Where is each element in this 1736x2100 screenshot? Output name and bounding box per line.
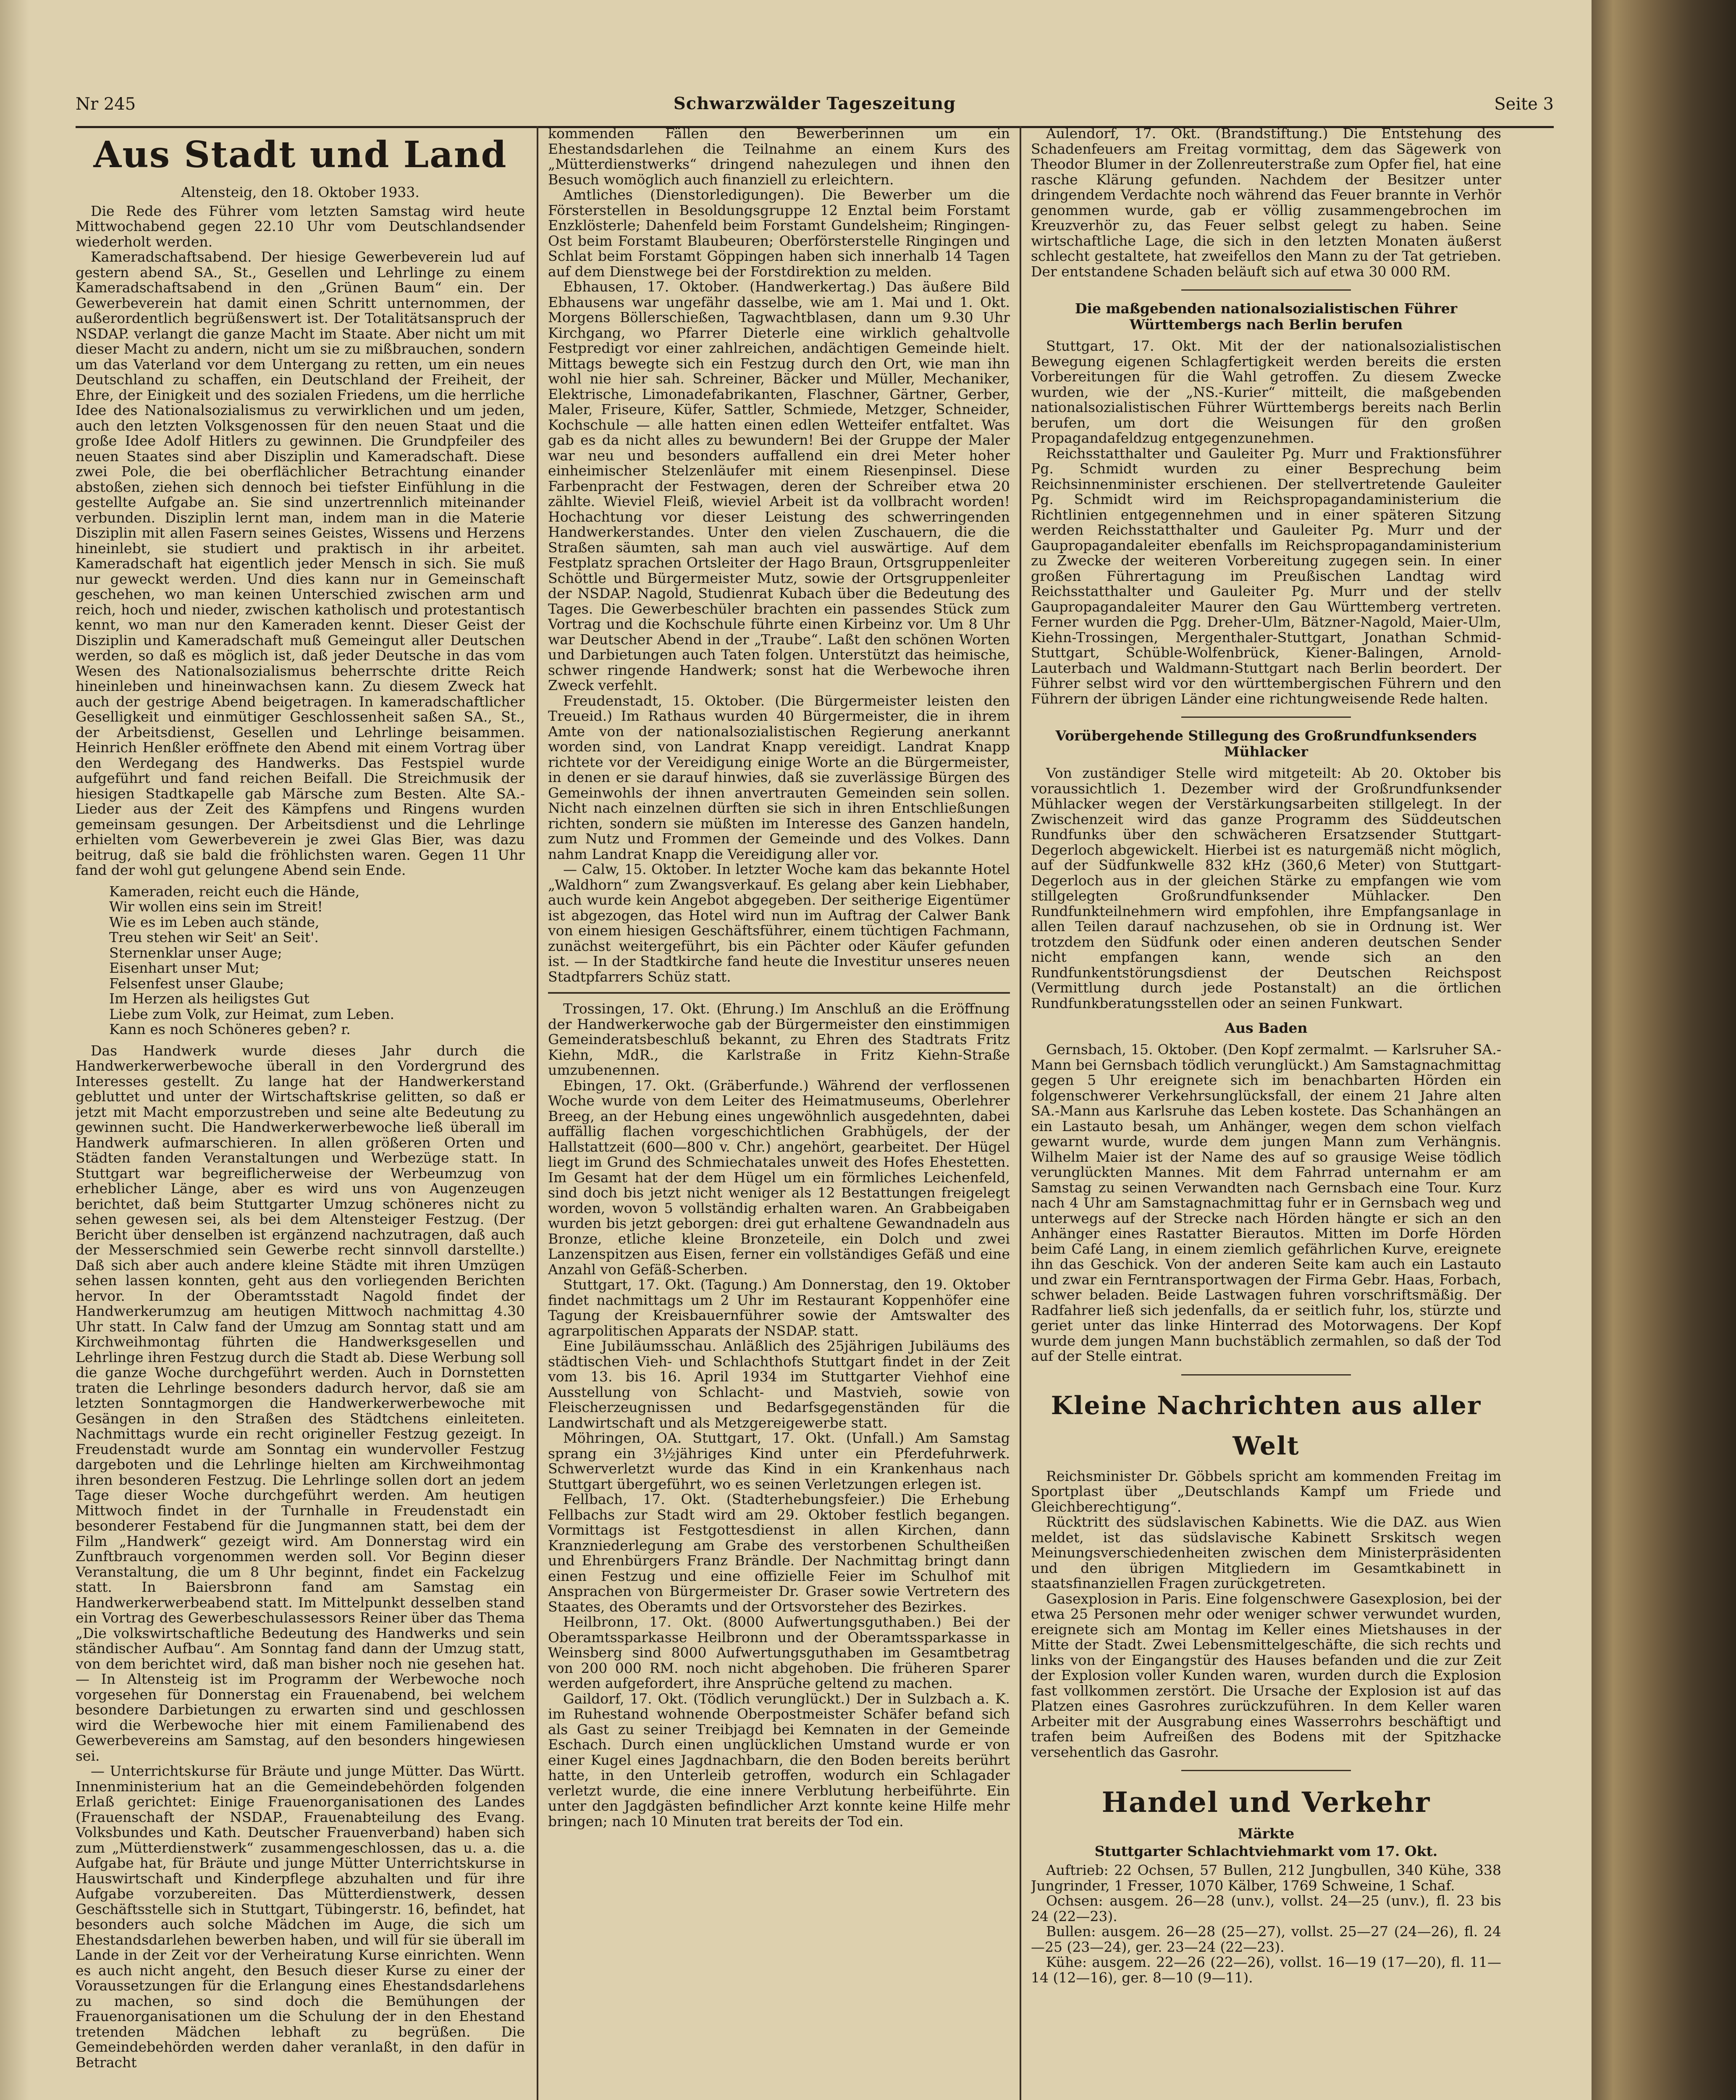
article-paragraph: Von zuständiger Stelle wird mitgeteilt: Ab 20. Oktober bis voraussichtlich 1. Dezember wird der Großrundfunksender Mühlacker wegen der Verstärkungsarbeiten stillgelegt. In der Zwischenzeit wird das ganze Programm des Süddeutschen Rundfunks über den schwächeren Ersatzsender Stuttgart-Degerloch abgewickelt. Hierbei ist es naturgemäß nicht möglich, auf der Südfunkwelle 832 kHz (360,6 Meter) von Stuttgart-Degerloch aus in der gleichen Stärke zu empfangen wie vom stillgelegten Großrundfunksender Mühlacker. Den Rundfunkteilnehmern wird empfohlen, ihre Empfangsanlage in allen Teilen darauf nachzusehen, ob sie in Ordnung ist. Wer trotzdem den Südfunk oder einen anderen deutschen Sender nicht empfangen kann, wende sich an den Rundfunkentstörungsdienst der Deutschen Reichspost (Vermittlung durch jede Postanstalt) an die örtlichen Rundfunkberatungsstellen oder an seinen Funkwart. (1031, 765, 1501, 1011)
article-paragraph: — Calw, 15. Oktober. In letzter Woche kam das bekannte Hotel „Waldhorn“ zum Zwangsverkauf. Es gelang aber kein Liebhaber, auch wurde kein Angebot abgegeben. Der seitherige Eigentümer ist abgezogen, das Hotel wird nun im Auftrag der Calwer Bank von einem hiesigen Geschäftsführer, einem tüchtigen Fachmann, zunächst weitergeführt, bis ein Pächter oder Käufer gefunden ist. — In der Stadtkirche fand heute die Investitur unseres neuen Stadtpfarrers Schüz statt. (548, 861, 1010, 985)
poem-line: Liebe zum Volk, zur Heimat, zum Leben. (109, 1005, 394, 1022)
divider-rule (1181, 289, 1351, 291)
section-title-handel-verkehr: Handel und Verkehr (1101, 1786, 1431, 1819)
column-1 (76, 126, 525, 2100)
article-paragraph: Gasexplosion in Paris. Eine folgenschwere Gasexplosion, bei der etwa 25 Personen mehr oder weniger schwer verwundet wurden, ereignete sich am Montag im Keller eines Mietshauses in der Mitte der Stadt. Zwei Lebensmittelgeschäfte, die sich rechts und links von der Eingangstür des Hauses befanden und die zur Zeit der Explosion voller Kunden waren, wurden durch die Explosion fast vollkommen zerstört. Die Ursache der Explosion ist auf das Platzen eines Gasrohres zurückzuführen. In dem Keller waren Arbeiter mit der Ausgrabung eines Wasserrohrs beschäftigt und trafen beim Aufreißen des Bodens mit der Spitzhacke versehentlich das Gasrohr. (1031, 1590, 1501, 1760)
book-edge (1592, 0, 1736, 2100)
column-divider (537, 126, 538, 2100)
page-fold-shadow (0, 0, 29, 2100)
issue-number: Nr 245 (76, 94, 136, 114)
poem-line: Eisenhart unser Mut; (109, 960, 260, 976)
article-paragraph: Reichsminister Dr. Göbbels spricht am kommenden Freitag im Sportplast über „Deutschlands Kampf um Friede und Gleichberechtigung“. (1031, 1467, 1501, 1515)
article-headline: Die maßgebenden nationalsozialistischen Führer Württembergs nach Berlin berufen (1075, 300, 1458, 333)
column-3 (1031, 126, 1501, 2100)
market-report: Ochsen: ausgem. 26—28 (unv.), vollst. 24—25 (unv.), fl. 23 bis 24 (22—23). (1031, 1893, 1501, 1924)
page-header (76, 86, 1554, 120)
article-paragraph: Stuttgart, 17. Okt. Mit der der nationalsozialistischen Bewegung eigenen Schlagfertigkeit werden bereits die ersten Vorbereitungen für die Wahl getroffen. Zu diesem Zwecke wurden, wie der „NS.-Kurier“ mitteilt, die maßgebenden nationalsozialistischen Führer Württembergs bereits nach Berlin berufen, um dort die Weisungen für den großen Propagandafeldzug entgegenzunehmen. (1031, 338, 1501, 446)
divider-rule (1181, 1770, 1351, 1771)
column-divider (1020, 126, 1021, 2100)
poem-line: Felsenfest unser Glaube; (109, 975, 284, 992)
poem-line: Wie es im Leben auch stände, (109, 914, 320, 930)
article-paragraph: Aulendorf, 17. Okt. (Brandstiftung.) Die Entstehung des Schadenfeuers am Freitag vormittag, dem das Sägewerk von Theodor Blumer in der Zollenreuterstraße zum Opfer fiel, hat eine rasche Klärung gefunden. Nachdem der Besitzer unter dringendem Verdachte noch während das Feuer brannte in Verhör genommen wurde, gab er völlig zusammengebrochen im Kreuzverhör zu, das Feuer selbst gelegt zu haben. Seine wirtschaftliche Lage, die sich in den letzten Monaten äußerst schlecht gestaltete, hat zweifellos den Mann zu der Tat getrieben. Der entstandene Schaden beläuft sich auf etwa 30 000 RM. (1031, 126, 1501, 280)
article-paragraph: kommenden Fällen den Bewerberinnen um ein Ehestandsdarlehen die Teilnahme an einem Kurs des „Mütterdienstwerks“ dringend nahezulegen und ihnen den Besuch womöglich auch finanziell zu erleichtern. (548, 126, 1010, 188)
article-headline: Vorübergehende Stillegung des Großrundfunksenders Mühlacker (1055, 727, 1477, 760)
article-paragraph: Möhringen, OA. Stuttgart, 17. Okt. (Unfall.) Am Samstag sprang ein 3½jähriges Kind unter ein Pferdefuhrwerk. Schwerverletzt wurde das Kind in ein Krankenhaus nach Stuttgart übergeführt, wo es seinen Verletzungen erlegen ist. (548, 1430, 1010, 1492)
article-paragraph: Gaildorf, 17. Okt. (Tödlich verunglückt.) Der in Sulzbach a. K. im Ruhestand wohnende Oberpostmeister Schäfer befand sich als Gast zu seiner Treibjagd bei Kemnaten in der Gemeinde Eschach. Durch einen unglücklichen Umstand wurde er von einer Kugel eines Jagdnachbarn, die den Boden bereits berührt hatte, in den Unterleib getroffen, wodurch ein Schlagader verletzt wurde, die eine innere Verblutung herbeiführte. Ein unter den Jagdgästen befindlicher Arzt konnte keine Hilfe mehr bringen; nach 10 Minuten trat bereits der Tod ein. (548, 1690, 1010, 1830)
article-paragraph: Eine Jubiläumsschau. Anläßlich des 25jährigen Jubiläums des städtischen Vieh- und Schlachthofs Stuttgart findet in der Zeit vom 13. bis 16. April 1934 im Stuttgarter Viehhof eine Ausstellung von Schlacht- und Mastvieh, sowie von Fleischerzeugnissen und Bedarfsgegenständen für die Landwirtschaft und als Metzgereigewerbe statt. (548, 1338, 1010, 1431)
poem-line: Im Herzen als heiligstes Gut (109, 990, 309, 1007)
article-paragraph: Reichsstatthalter und Gauleiter Pg. Murr und Fraktionsführer Pg. Schmidt wurden zu einer Besprechung beim Reichsinnenminister erschienen. Der stellvertretende Gauleiter Pg. Schmidt wird im Reichspropagandaministerium die Richtlinien entgegennehmen und in einer späteren Sitzung werden Reichsstatthalter und Gauleiter Pg. Murr und der Gaupropagandaleiter ebenfalls im Reichspropagandaministerium zu Zwecke der weiteren Vorbereitung zugegen sein. In einer großen Führertagung im Preußischen Landtag wird Reichsstatthalter und Gauleiter Pg. Murr und der stellv Gaupropagandaleiter Maurer den Gau Württemberg vertreten. Ferner wurden die Pgg. Dreher-Ulm, Bätzner-Nagold, Maier-Ulm, Kiehn-Trossingen, Mergenthaler-Stuttgart, Jonathan Schmid-Stuttgart, Schüble-Wolfenbrück, Kiener-Balingen, Arnold-Lauterbach und Waldmann-Stuttgart nach Berlin beordert. Der Führer selbst wird vor den württembergischen Führern und den Führern der übrigen Länder eine richtungweisende Rede halten. (1031, 445, 1501, 707)
article-paragraph: Freudenstadt, 15. Oktober. (Die Bürgermeister leisten den Treueid.) Im Rathaus wurden 40 Bürgermeister, die in ihrem Amte von der nationalsozialistischen Regierung anerkannt worden sind, von Landrat Knapp vereidigt. Landrat Knapp richtete vor der Vereidigung einige Worte an die Bürgermeister, in denen er sie darauf hinwies, daß sie zuverlässige Bürgen des Gemeinwohls der ihnen anvertrauten Gemeinden sein sollen. Nicht nach einzelnen dürften sie sich in ihren Entschließungen richten, sondern sie müßten im Interesse des Ganzen handeln, zum Nutz und Frommen der Gemeinde und des Volkes. Dann nahm Landrat Knapp die Vereidigung aller vor. (548, 692, 1010, 862)
article-paragraph: Amtliches (Dienstorledigungen). Die Bewerber um die Försterstellen in Besoldungsgruppe 12 Enztal beim Forstamt Enzklösterle; Dahenfeld beim Forstamt Gundelsheim; Ringingen-Ost beim Forstamt Blaubeuren; Oberförsterstelle Ringingen und Schlat beim Forstamt Göppingen haben sich innerhalb 14 Tagen auf dem Dienstwege bei der Forstdirektion zu melden. (548, 186, 1010, 280)
article-paragraph: Heilbronn, 17. Okt. (8000 Aufwertungsguthaben.) Bei der Oberamtssparkasse Heilbronn und der Oberamtssparkasse in Weinsberg sind 8000 Aufwertungsguthaben im Gesamtbetrag von 200 000 RM. noch nicht abgehoben. Die früheren Sparer werden aufgefordert, ihre Ansprüche geltend zu machen. (548, 1614, 1010, 1691)
dateline: Altensteig, den 18. Oktober 1933. (181, 184, 420, 200)
article-paragraph: Stuttgart, 17. Okt. (Tagung.) Am Donnerstag, den 19. Oktober findet nachmittags um 2 Uhr im Restaurant Koppenhöfer eine Tagung der Kreisbauernführer sowie der Amtswalter des agrarpolitischen Apparats der NSDAP. statt. (548, 1276, 1010, 1339)
markets-subheading: Stuttgarter Schlachtviehmarkt vom 17. Okt. (1094, 1843, 1438, 1859)
article-paragraph: Die Rede des Führer vom letzten Samstag wird heute Mittwochabend gegen 22.10 Uhr vom Deutschlandsender wiederholt werden. (76, 202, 525, 250)
market-report: Bullen: ausgem. 26—28 (25—27), vollst. 25—27 (24—26), fl. 24—25 (23—24), ger. 23—24 (22—23). (1031, 1923, 1501, 1955)
column-2 (548, 126, 1010, 2100)
section-title-kleine-nachrichten: Kleine Nachrichten aus aller Welt (1051, 1391, 1482, 1461)
article-paragraph: Ebhausen, 17. Oktober. (Handwerkertag.) Das äußere Bild Ebhausens war ungefähr dasselbe, wie am 1. Mai und 1. Okt. Morgens Böllerschießen, Tagwachtblasen, dann um 9.30 Uhr Kirchgang, wo Pfarrer Dieterle eine wirklich gehaltvolle Festpredigt vor einer zahlreichen, andächtigen Gemeinde hielt. Mittags bewegte sich ein Festzug durch den Ort, wie man ihn wohl nie hier sah. Schreiner, Bäcker und Müller, Mechaniker, Elektrische, Limonadefabrikanten, Flaschner, Gärtner, Gerber, Maler, Friseure, Küfer, Sattler, Schmiede, Metzger, Schneider, Kochschule — alle hatten einen edlen Wetteifer entfaltet. Was gab es da nicht alles zu bewundern! Bei der Gruppe der Maler war neu und besonders auffallend ein drei Meter hoher einheimischer Stelzenläufer mit einem Riesenpinsel. Diese Farbenpracht der Festwagen, deren der Schreiber etwa 20 zählte. Wieviel Fleiß, wieviel Arbeit ist da vollbracht worden! Hochachtung vor dieser Leistung des schwerringenden Handwerkerstandes. Unter den vielen Zuschauern, die die Straßen säumten, sah man auch viel auswärtige. Auf dem Festplatz sprachen Ortsleiter der Hago Braun, Ortsgruppenleiter Schöttle und Bürgermeister Mutz, sowie der Ortsgruppenleiter der NSDAP. Nagold, Studienrat Kubach über die Bedeutung des Tages. Die Gewerbeschüler brachten ein passendes Stück zum Vortrag und die Kochschule führte einen Kirbeinz vor. Um 8 Uhr war Deutscher Abend in der „Traube“. Laßt den schönen Worten und Darbietungen auch Taten folgen. Unterstützt das heimische, schwer ringende Handwerk; sonst hat die Werbewoche ihren Zweck verfehlt. (548, 278, 1010, 693)
article-paragraph: Fellbach, 17. Okt. (Stadterhebungsfeier.) Die Erhebung Fellbachs zur Stadt wird am 29. Oktober festlich begangen. Vormittags ist Festgottesdienst in allen Kirchen, dann Kranzniederlegung am Grabe des verstorbenen Schultheißen und Ehrenbürgers Franz Brändle. Der Nachmittag bringt dann einen Festzug und eine offizielle Feier im Schulhof mit Ansprachen von Bürgermeister Dr. Graser sowie Vertretern des Staates, des Oberamts und der Ortsvorsteher des Bezirkes. (548, 1491, 1010, 1615)
article-paragraph: Kameradschaftsabend. Der hiesige Gewerbeverein lud auf gestern abend SA., St., Gesellen und Lehrlinge zu einem Kameradschaftsabend in den „Grünen Baum“ ein. Der Gewerbeverein hat damit einen Schritt unternommen, der außerordentlich begrüßenswert ist. Der Totalitätsanspruch der NSDAP. verlangt die ganze Macht im Staate. Aber nicht um mit dieser Macht zu andern, nicht um sie zu mißbrauchen, sondern um das Vaterland vor dem Untergang zu retten, um ein neues Deutschland zu schaffen, ein Deutschland der Freiheit, der Ehre, der Einigkeit und des sozialen Friedens, um die herrliche Idee des Nationalsozialismus zu verwirklichen und um jeden, auch den letzten Volksgenossen für den neuen Staat und die große Idee Adolf Hitlers zu gewinnen. Die Grundpfeiler des neuen Staates sind aber Disziplin und Kameradschaft. Diese zwei Pole, die bei oberflächlicher Betrachtung einander abstoßen, ziehen sich dennoch bei tiefster Einfühlung in die gestellte Aufgabe an. Sie sind unzertrennlich miteinander verbunden. Disziplin lernt man, indem man in die Materie Disziplin mit allen Fasern seines Geistes, Wissens und Herzens hineinlebt, sie studiert und praktisch in ihr arbeitet. Kameradschaft hat eigentlich jeder Mensch in sich. Sie muß nur geweckt werden. Und dies kann nur in Gemeinschaft geschehen, wo man keinen Unterschied zwischen arm und reich, hoch und nieder, zwischen katholisch und protestantisch kennt, wo man nur den Kameraden kennt. Dieser Geist der Disziplin und Kameradschaft muß Gemeingut aller Deutschen werden, so daß es möglich ist, daß jeder Deutsche in das vom Wesen des Nationalsozialismus beherrschte dritte Reich hineinleben und hineinwachsen kann. Zu diesem Zweck hat auch der gestrige Abend beigetragen. In kameradschaftlicher Geselligkeit und einmütiger Geschlossenheit saßen SA., St., der Arbeitsdienst, Gesellen und Lehrlinge beisammen. Heinrich Henßler eröffnete den Abend mit einem Vortrag über den Werdegang des Handwerks. Das Festspiel wurde aufgeführt und fand reichen Beifall. Die Streichmusik der hiesigen Stadtkapelle gab Märsche zum Besten. Alte SA.-Lieder aus der Zeit des Kämpfens und Ringens wurden gemeinsam gesungen. Der Arbeitsdienst und die Lehrlinge erhielten vom Gewerbeverein je zwei Glas Bier, was dazu beitrug, daß sie bald die fröhlichsten waren. Gegen 11 Uhr fand der wohl gut gelungene Abend sein Ende. (76, 249, 525, 878)
divider-rule (1181, 717, 1351, 718)
poem-line: Wir wollen eins sein im Streit! (109, 898, 323, 915)
poem (109, 884, 525, 1037)
market-report: Auftrieb: 22 Ochsen, 57 Bullen, 212 Jungbullen, 340 Kühe, 338 Jungrinder, 1 Fresser, 1070 Kälber, 1769 Schweine, 1 Schaf. (1031, 1862, 1501, 1894)
article-paragraph: Das Handwerk wurde dieses Jahr durch die Handwerkerwerbewoche überall in den Vordergrund des Interesses gestellt. Zu lange hat der Handwerkerstand gebluttet und unter der Wirtschaftskrise gelitten, so daß er jetzt mit Macht emporzustreben und seine alte Bedeutung zu gewinnen sucht. Die Handwerkerwerbewoche ließ überall im Handwerk aufmarschieren. In allen größeren Orten und Städten fanden Veranstaltungen und Werbezüge statt. In Stuttgart war begreiflicherweise der Werbeumzug von erheblicher Länge, aber es wird uns von Augenzeugen berichtet, daß beim Stuttgarter Umzug schöneres nicht zu sehen gewesen sei, als bei dem Altensteiger Festzug. (Der Bericht über denselben ist ergänzend nachzutragen, daß auch der Messerschmied sein Gewerbe recht sinnvoll darstellte.) Daß sich aber auch andere kleine Städte mit ihren Umzügen sehen lassen konnten, geht aus den vorliegenden Berichten hervor. In der Oberamtsstadt Nagold findet der Handwerkerumzug am heutigen Mittwoch nachmittag 4.30 Uhr statt. In Calw fand der Umzug am Sonntag statt und am Kirchweihmontag führten die Handwerksgesellen und Lehrlinge ihren Festzug durch die Stadt ab. Diese Werbung soll die ganze Woche durchgeführt werden. Auch in Dornstetten traten die Lehrlinge besonders dadurch hervor, daß sie am letzten Sonntagmorgen die Handwerkerwerbewoche mit Gesängen in den Straßen des Städtchens einleiteten. Nachmittags wurde ein recht origineller Festzug gezeigt. In Freudenstadt wurde am Sonntag ein wundervoller Festzug dargeboten und die Lehrlinge hielten am Kirchweihmontag ihren besonderen Festzug. Die Lehrlinge sollen dort an jedem Tage dieser Woche durchgeführt werden. Am heutigen Mittwoch findet in der Turnhalle in Freudenstadt ein besonderer Festabend für die Jungmannen statt, bei dem der Film „Handwerk“ gezeigt wird. Am Donnerstag wird ein Zunftbrauch vorgenommen werden soll. Vor Beginn dieser Veranstaltung, die um 8 Uhr beginnt, findet ein Fackelzug statt. In Baiersbronn fand am Samstag ein Handwerkerwerbeabend statt. Im Mittelpunkt desselben stand ein Vortrag des Gewerbeschulassessors Reiner über das Thema „Die volkswirtschaftliche Bedeutung des Handwerks und sein ständischer Aufbau“. Am Sonntag fand dann der Umzug statt, von dem berichtet wird, daß man bisher noch nie gesehen hat. — In Altensteig ist im Programm der Werbewoche noch vorgesehen für Donnerstag ein Frauenabend, bei welchem besondere Darbietungen zu erwarten sind und geschlossen wird die Werbewoche hier mit einem Familienabend des Gewerbevereins am Samstag, auf den besonders hingewiesen sei. (76, 1042, 525, 1764)
markets-heading: Märkte (1238, 1825, 1295, 1842)
divider-rule (548, 992, 1010, 994)
article-paragraph: Gernsbach, 15. Oktober. (Den Kopf zermalmt. — Karlsruher SA.-Mann bei Gernsbach tödlich verunglückt.) Am Samstagnachmittag gegen 5 Uhr ereignete sich im benachbarten Hörden ein folgenschwerer Verkehrsunglücksfall, der einem 21 Jahre alten SA.-Mann aus Karlsruhe das Leben kostete. Das Schanhängen an ein Lastauto besah, um Anhänger, wegen dem schon vielfach gewarnt wurde, wurde dem jungen Mann zum Verhängnis. Wilhelm Maier ist der Name des auf so grausige Weise tödlich verunglückten Mannes. Mit dem Fahrrad unternahm er am Samstag zu seinen Verwandten nach Gernsbach eine Tour. Kurz nach 4 Uhr am Samstagnachmittag fuhr er in Gernsbach weg und unterwegs auf der Strecke nach Hörden hängte er sich an den Anhänger eines Rastatter Bierautos. Mitten im Dorfe Hörden beim Café Lang, in einem ziemlich gefährlichen Kurve, ereignete ihn das Geschick. Von der anderen Seite kam auch ein Lastauto und zwar ein Ferntransportwagen der Firma Gebr. Haas, Forbach, schwer beladen. Beide Lastwagen fuhren vorschriftsmäßig. Der Radfahrer ließ sich jedenfalls, da er seitlich fuhr, los, stürzte und geriet unter das linke Hinterrad des Motorwagens. Der Kopf wurde dem jungen Mann buchstäblich zermahlen, so daß der Tod auf der Stelle eintrat. (1031, 1041, 1501, 1364)
section-title-stadt-land: Aus Stadt und Land (93, 134, 507, 176)
market-report: Kühe: ausgem. 22—26 (22—26), vollst. 16—19 (17—20), fl. 11—14 (12—16), ger. 8—10 (9—11). (1031, 1954, 1501, 1986)
poem-line: Kann es noch Schöneres geben? r. (109, 1021, 351, 1037)
page-number: Seite 3 (1494, 94, 1554, 114)
poem-line: Kameraden, reicht euch die Hände, (109, 883, 360, 900)
article-paragraph: Ebingen, 17. Okt. (Gräberfunde.) Während der verflossenen Woche wurde von dem Leiter des Heimatmuseums, Oberlehrer Breeg, an der Hebung eines ungewöhnlich ausgedehnten, dabei auffällig flachen vorgeschichtlichen Grabhügels, der der Hallstattzeit (600—800 v. Chr.) angehört, gearbeitet. Der Hügel liegt im Grund des Schmiechatales unweit des Hofes Ehestetten. Im Gesamt hat der dem Hügel um ein förmliches Leichenfeld, sind doch bis jetzt nicht weniger als 12 Bestattungen freigelegt worden, wovon 5 vollständig erhalten waren. An Grabbeigaben wurden bis jetzt geborgen: drei gut erhaltene Gewandnadeln aus Bronze, etliche kleine Bronzeteile, ein Dolch und zwei Lanzenspitzen aus Eisen, ferner ein vollständiges Gefäß und eine Anzahl von Gefäß-Scherben. (548, 1077, 1010, 1278)
poem-line: Sternenklar unser Auge; (109, 944, 282, 961)
poem-line: Treu stehen wir Seit' an Seit'. (109, 929, 319, 945)
article-paragraph: Rücktritt des südslavischen Kabinetts. Wie die DAZ. aus Wien meldet, ist das südslavische Kabinett Srskitsch wegen Meinungsverschiedenheiten zwischen dem Ministerpräsidenten und den übrigen Mitgliedern im Gesamtkabinett in staatsfinanziellen Fragen zurückgetreten. (1031, 1514, 1501, 1591)
section-subtitle-baden: Aus Baden (1225, 1020, 1308, 1036)
article-paragraph: Trossingen, 17. Okt. (Ehrung.) Im Anschluß an die Eröffnung der Handwerkerwoche gab der Bürgermeister den einstimmigen Gemeinderatsbeschluß bekannt, zu Ehren des Stadtrats Fritz Kiehn, MdR., die Karlstraße in Fritz Kiehn-Straße umzubenennen. (548, 1000, 1010, 1078)
divider-rule (1181, 1374, 1351, 1376)
newspaper-title: Schwarzwälder Tageszeitung (673, 94, 956, 113)
article-paragraph: — Unterrichtskurse für Bräute und junge Mütter. Das Württ. Innenministerium hat an die Gemeindebehörden folgenden Erlaß gerichtet: Einige Frauenorganisationen des Landes (Frauenschaft der NSDAP., Frauenabteilung des Evang. Volksbundes und Kath. Deutscher Frauenverband) haben sich zum „Mütterdienstwerk“ zusammengeschlossen, das u. a. die Aufgabe hat, für Bräute und junge Mütter Unterrichtskurse in Hauswirtschaft und Kinderpflege abzuhalten und für ihre Aufgabe vorzubereiten. Das Mütterdienstwerk, dessen Geschäftsstelle sich in Stuttgart, Tübingerstr. 16, befindet, hat besonders auch solche Mädchen im Auge, die sich um Ehestandsdarlehen bewerben haben, und will für sie überall im Lande in der Zeit vor der Verheiratung Kurse einrichten. Wenn es auch nicht angeht, den Besuch dieser Kurse zu einer der Voraussetzungen für die Erlangung eines Ehestandsdarlehens zu machen, so sind doch die Bemühungen der Frauenorganisationen um die Schulung der in den Ehestand tretenden Mädchen lebhaft zu begrüßen. Die Gemeindebehörden werden daher veranlaßt, in den dafür in Betracht (76, 1763, 525, 2071)
